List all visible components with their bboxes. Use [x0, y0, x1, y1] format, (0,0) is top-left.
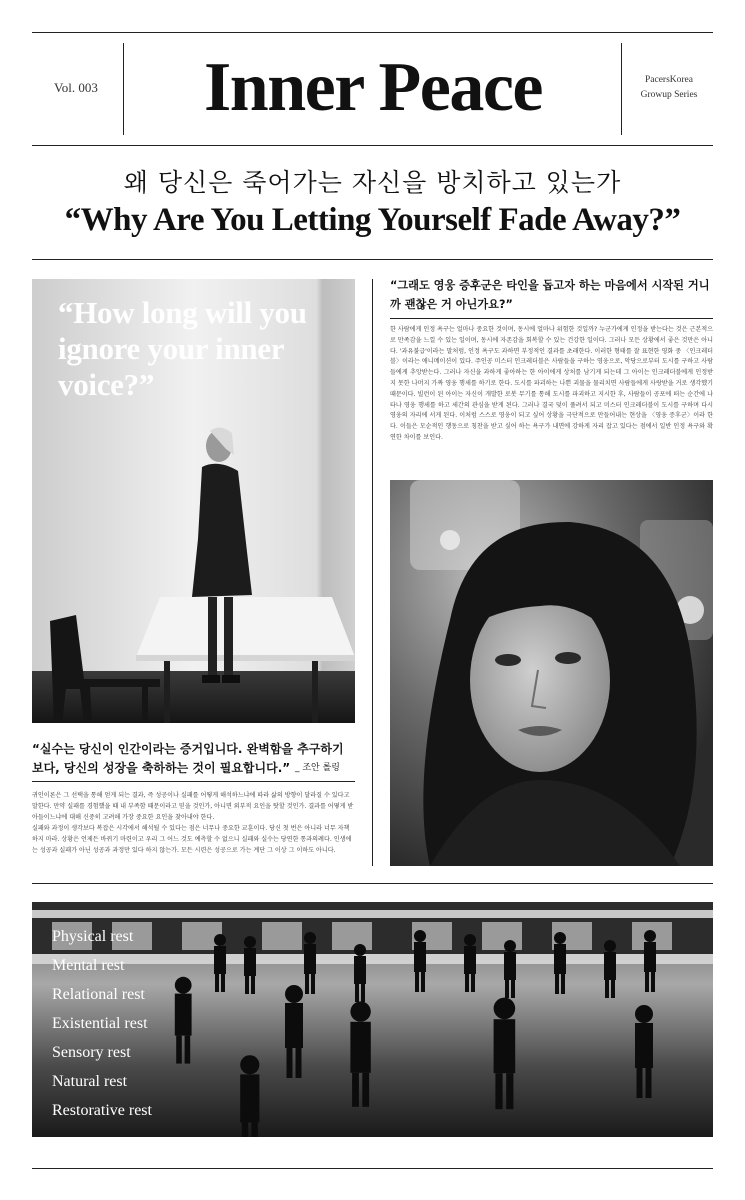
types-of-rest-list [52, 922, 152, 1125]
masthead-divider-right [621, 43, 622, 135]
left-body-text [32, 790, 355, 856]
top-rule [32, 32, 713, 33]
section-bottom-rule [32, 883, 713, 884]
rest-item: Existential rest [52, 1015, 148, 1032]
left-body-paragraph: 실패와 과정이 생각보다 복잡은 시각에서 해석될 수 있다는 점은 너무나 중요한 교훈이다. 당신 첫 번은 아니라 너무 자책하지 마라. 상황은 언제든 바뀌기 마련이고 우리 그 어느 것도 예측할 수 없으니 실패와 실수는 당연한 통과의례다. 인생에는 성공과 실패가 아닌 성공과 과정만 있다 하지 않는가. 모든 시련은 성공으로 가는 계단 그 이상 그 이하도 아니다. [32, 825, 352, 854]
pull-quote-rowling: “실수는 당신이 인간이라는 증거입니다. 완벽함을 추구하기보다, 당신의 성장을 축하하는 것이 필요합니다.” [32, 742, 344, 775]
rest-item: Natural rest [52, 1073, 128, 1090]
rest-item: Mental rest [52, 957, 125, 974]
rest-item: Sensory rest [52, 1044, 131, 1061]
rest-item: Physical rest [52, 928, 134, 945]
headline-english: “Why Are You Letting Yourself Fade Away?” [64, 202, 681, 238]
volume-label: Vol. 003 [54, 80, 98, 95]
rest-item: Restorative rest [52, 1102, 152, 1119]
masthead-divider-left [123, 43, 124, 135]
photo-girl-portrait [390, 480, 713, 866]
rest-item: Relational rest [52, 986, 145, 1003]
column-divider [372, 279, 373, 866]
series-name: Growup Series [640, 90, 698, 100]
headline-bottom-rule [32, 259, 713, 260]
publisher-name: PacersKorea [644, 75, 693, 85]
quote1-underline [32, 781, 355, 782]
right-body-paragraph: 한 사람에게 인정 욕구는 얼마나 중요한 것이며, 동시에 얼마나 위험한 것일까? 누군가에게 인정을 받는다는 것은 근본적으로 만족감을 느낄 수 있는 일이며, 동시에 자존감을 회복할 수 있는 건강한 일이다. 그러나 모든 상황에서 좋은 것만은 아니다. '과유불급'이라는 말처럼, 인정 욕구도 과하면 부정적인 결과를 초래한다. 이러한 형태를 잘 표현한 영화 중 〈인크레더블〉이라는 애니메이션이 있다. 주인공 미스터 인크레더블은 사람들을 구하는 영웅으로, 악당으로부터 도시를 구하고 사람들에게 추앙받는다. 그러나 자신을 과하게 좋아하는 한 아이에게 상처를 남기게 되는데 그 아이는 인크레더블에게 인정받지 못한 나머지 가짜 영웅 행세를 하기로 한다. 도시를 파괴하는 나쁜 괴물을 물리치면 사람들에게 사랑받을 거로 생각했기 때문이다. 빌런이 된 아이는 자신이 개발한 로봇 무기를 통해 도시를 파괴하고 지시한 후, 사람들이 공포에 떠는 순간에 나타나 영웅 행세를 하고 세간의 관심을 받게 된다. 그러나 결국 덫이 풀려서 되고 미스터 인크레더블이 도시를 구하며 다시 영웅의 자리에 서게 된다. 이처럼 스스로 영웅이 되고 싶어 상황을 극단적으로 만들어내는 현상을 〈영웅 증후군〉이라 한다. 이들은 모순적인 행동으로 칭찬을 받고 싶어 하는 욕구가 내면에 강하게 자리 잡고 있다는 점에서 일반 인정 욕구와 확연한 차이를 보인다. [390, 326, 713, 441]
right-body-text [390, 325, 713, 444]
quote-author: _ 조안 롤링 [295, 763, 340, 773]
photo-overlay-quote: “How long will you ignore your inner voice?” [58, 295, 307, 402]
masthead-bottom-rule [32, 145, 713, 146]
quote2-underline [390, 318, 713, 319]
photo-girl-portrait-illustration [390, 480, 713, 866]
magazine-title: Inner Peace [204, 49, 542, 126]
left-body-paragraph: 귀인이론은 그 선택을 통해 얻게 되는 결과, 즉 성공이나 실패를 어떻게 해석하느냐에 따라 삶의 방향이 달라질 수 있다고 말한다. 만약 실패를 경험했을 때 내 부족함 때문이라고 믿을 것인가, 아니면 외부적 요인을 탓할 것인가. 결과를 어떻게 받아들이느냐에 대해 신중히 고려해 가장 중요한 요인을 찾아내야 한다. [32, 792, 354, 821]
publisher-info [634, 73, 704, 103]
headline-korean: 왜 당신은 죽어가는 자신을 방치하고 있는가 [123, 168, 622, 197]
page-bottom-rule [32, 1168, 713, 1169]
pull-quote-hero-syndrome: “그래도 영웅 증후군은 타인을 돕고자 하는 마음에서 시작된 거니까 괜찮은 거 아닌가요?” [390, 279, 710, 311]
